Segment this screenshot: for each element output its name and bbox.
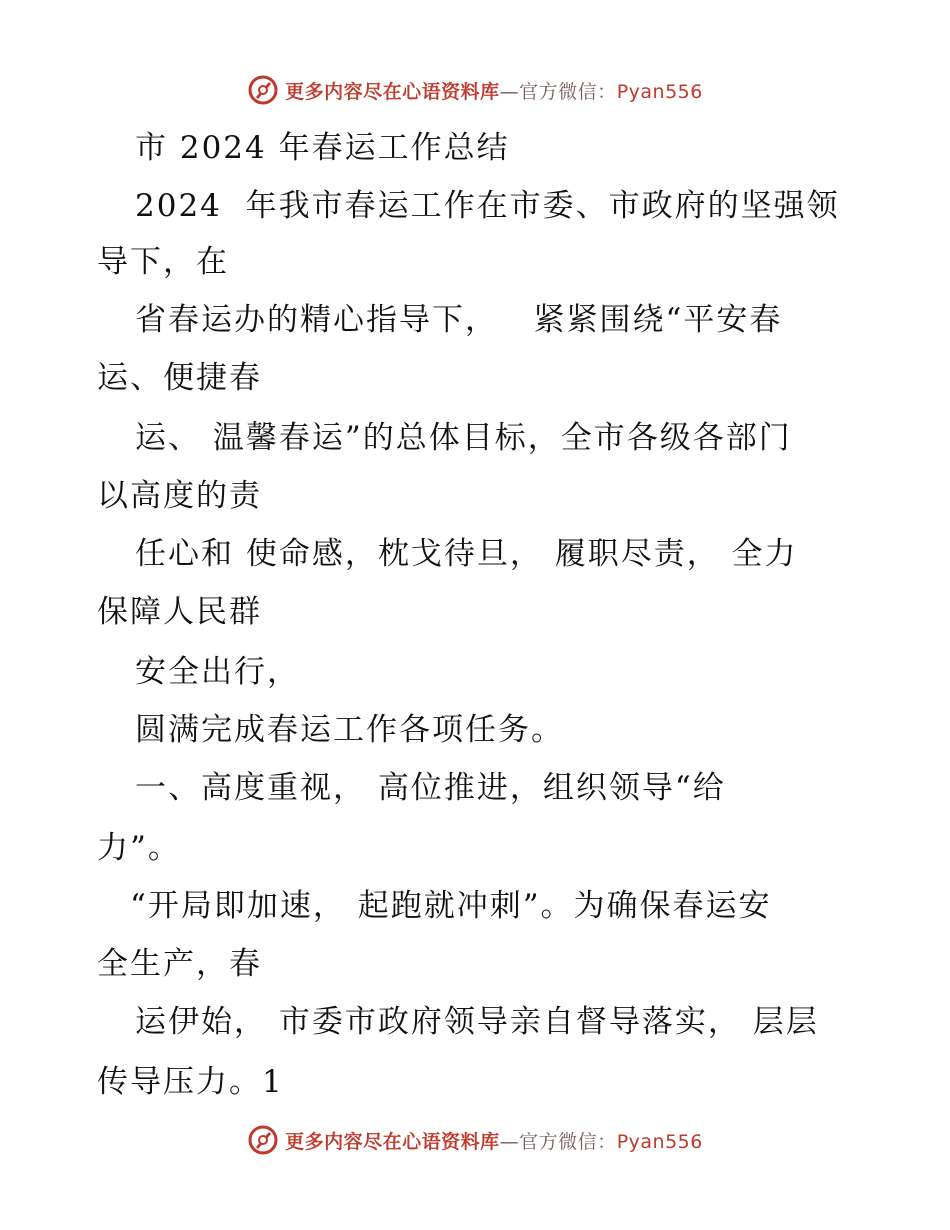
doc-line: 2024 年我市春运工作在市委、市政府的坚强领	[135, 188, 840, 224]
doc-line: “开局即加速， 起跑就冲刺”。为确保春运安	[130, 888, 772, 924]
banner-wechat-label: 官方微信：	[519, 80, 617, 103]
doc-line: 运、便捷春	[97, 360, 262, 396]
doc-line: 圆满完成春运工作各项任务。	[135, 712, 564, 748]
doc-line: 保障人民群	[97, 594, 262, 630]
doc-line: 力”。	[97, 830, 181, 866]
doc-line: 运、 温馨春运”的总体目标，全市各级各部门	[135, 420, 792, 456]
doc-line: 以高度的责	[97, 478, 262, 514]
doc-line: 安全出行，	[135, 654, 300, 690]
quill-logo-icon	[247, 1124, 279, 1156]
doc-line: 传导压力。1	[97, 1064, 284, 1100]
doc-line: 运伊始， 市委市政府领导亲自督导落实， 层层	[135, 1004, 819, 1040]
banner-site-text: 更多内容尽在心语资料库	[285, 80, 500, 103]
doc-line: 导下，在	[97, 244, 229, 280]
doc-line: 全生产，春	[97, 946, 262, 982]
banner-dash: —	[499, 80, 520, 103]
quill-logo-icon	[247, 74, 279, 106]
doc-title-line: 市 2024 年春运工作总结	[135, 130, 510, 166]
banner-wechat-id: Pyan556	[616, 1130, 703, 1153]
banner-text	[285, 77, 703, 104]
header-banner	[0, 70, 950, 110]
doc-line: 任心和 使命感，枕戈待旦， 履职尽责， 全力	[135, 536, 798, 572]
banner-wechat-id: Pyan556	[616, 80, 703, 103]
footer-banner	[0, 1120, 950, 1160]
banner-wechat-label: 官方微信：	[519, 1130, 617, 1153]
banner-inner	[247, 1124, 703, 1156]
banner-site-text: 更多内容尽在心语资料库	[285, 1130, 500, 1153]
banner-inner	[247, 74, 703, 106]
banner-text	[285, 1127, 703, 1154]
doc-line: 省春运办的精心指导下， 紧紧围绕“平安春	[135, 302, 783, 338]
doc-heading-line: 一、高度重视， 高位推进，组织领导“给	[135, 770, 726, 806]
banner-dash: —	[499, 1130, 520, 1153]
